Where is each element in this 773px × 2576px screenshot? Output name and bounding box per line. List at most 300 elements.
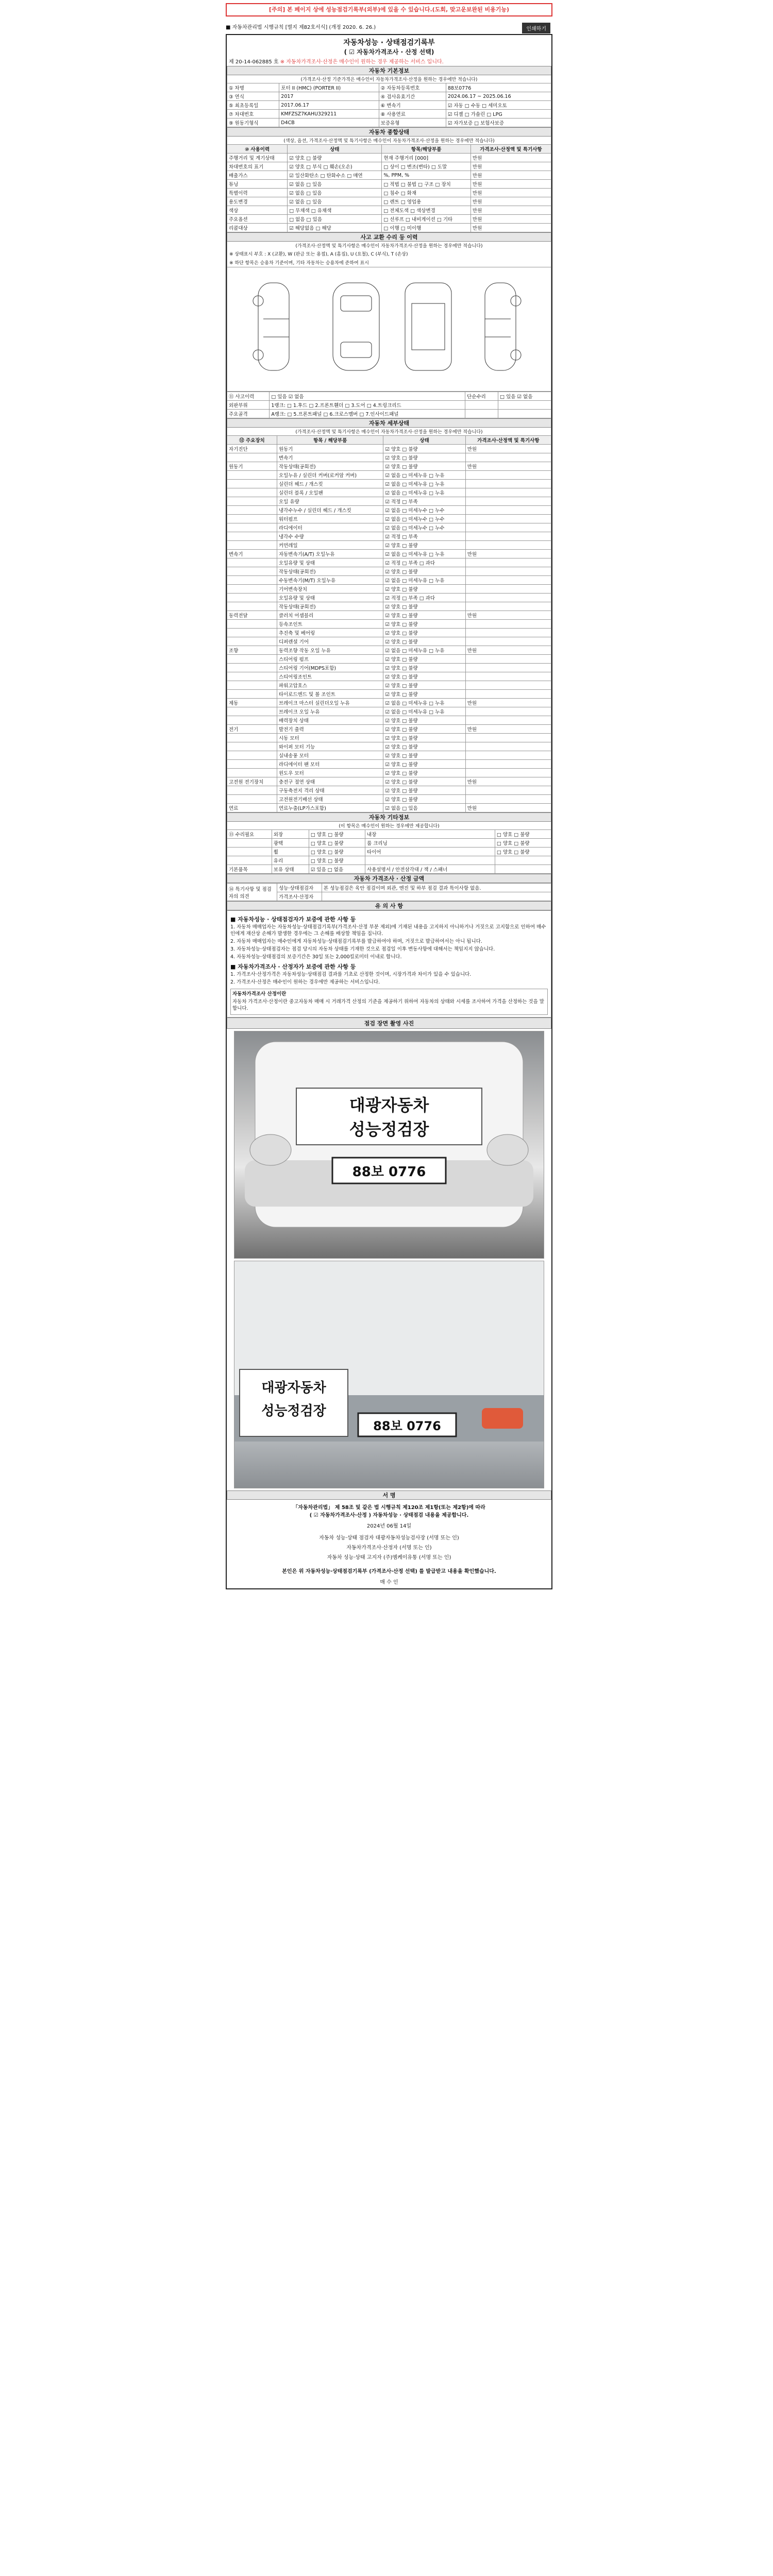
summary-row: [227, 171, 551, 180]
detail-cell: ☑ 없음 □ 있음: [383, 804, 465, 812]
options-cell: 광택: [272, 839, 309, 848]
summary-cell: 만원: [470, 180, 551, 189]
summary-cell: 만원: [470, 171, 551, 180]
detail-cell: [227, 664, 277, 672]
options-cell: □ 양호 □ 불량: [495, 848, 551, 856]
detail-cell: 기어변속장치: [277, 585, 383, 594]
detail-row: [227, 497, 551, 506]
detail-cell: ☑ 양호 □ 불량: [383, 769, 465, 777]
detail-cell: [465, 751, 551, 760]
options-row: [227, 830, 551, 839]
detail-row: [227, 506, 551, 515]
summary-row: [227, 180, 551, 189]
detail-cell: ☑ 양호 □ 불량: [383, 672, 465, 681]
detail-cell: ☑ 양호 □ 불량: [383, 620, 465, 629]
detail-cell: 작동상태(공회전): [277, 462, 383, 471]
detail-cell: [465, 637, 551, 646]
detail-cell: [227, 594, 277, 602]
notes2-item: 2. 가격조사·산정은 매수인이 원하는 경우에만 제공하는 서비스입니다.: [230, 979, 380, 985]
photo1-sign-line2: 성능정검장: [349, 1120, 429, 1139]
detail-cell: ☑ 양호 □ 불량: [383, 742, 465, 751]
detail-row: [227, 480, 551, 488]
accident-table: [227, 392, 551, 418]
accident-cell: A랭크: □ 5.프론트패널 □ 6.크로스멤버 □ 7.인사이드패널: [270, 410, 465, 418]
notice-banner: [226, 3, 552, 16]
law-reference: [226, 23, 550, 33]
accident-legend-2: ※ 하단 항목은 승용차 기준이며, 기타 자동차는 승용차에 준하여 표시: [227, 258, 551, 267]
detail-cell: [465, 672, 551, 681]
options-cell: [227, 839, 272, 848]
accident-cell: 주요골격: [227, 410, 270, 418]
detail-row: [227, 664, 551, 672]
detail-cell: ☑ 없음 □ 미세누유 □ 누유: [383, 471, 465, 480]
detail-cell: [227, 672, 277, 681]
detail-row: [227, 620, 551, 629]
remarks-table: [227, 883, 551, 901]
detail-cell: ☑ 없음 □ 미세누수 □ 누수: [383, 523, 465, 532]
summary-cell: 배출가스: [227, 171, 288, 180]
summary-col-header: 항목/해당부품: [382, 145, 471, 154]
detail-cell: [465, 629, 551, 637]
detail-row: [227, 532, 551, 541]
car-top-front-icon: [325, 278, 387, 376]
remarks-inspector-label: 성능·상태점검자: [277, 884, 322, 892]
detail-cell: 원동기: [227, 462, 277, 471]
options-row: [227, 848, 551, 856]
summary-cell: □ 이행 □ 미이행: [382, 224, 471, 232]
basic-cell: ④ 검사유효기간: [379, 92, 446, 101]
photo2-sign-line1: 대광자동차: [261, 1380, 326, 1396]
photos-header: 점검 장면 촬영 사진: [227, 1018, 551, 1029]
basic-info-note: (가격조사·산정 기준가격은 매수인이 자동차가격조사·산정을 원하는 경우에만 적습니다): [227, 75, 551, 83]
detail-row: [227, 725, 551, 734]
summary-cell: 만원: [470, 162, 551, 171]
detail-cell: ☑ 양호 □ 불량: [383, 655, 465, 664]
detail-cell: [465, 576, 551, 585]
sign-statement: 「자동차관리법」 제 58조 및 같은 법 시행규칙 제120조 제1항(또는 제2항)에 따라: [293, 1505, 485, 1511]
detail-row: [227, 769, 551, 777]
summary-cell: □ 선루프 □ 내비게이션 □ 기타: [382, 215, 471, 224]
basic-row: [227, 101, 551, 110]
options-cell: □ 양호 □ 불량: [309, 839, 365, 848]
detail-cell: 자동변속기(A/T) 오일누유: [277, 550, 383, 558]
basic-info-header: 자동차 기본정보: [227, 66, 551, 75]
sign-row: 자동차 성능·상태 고지자 (주)엠케이유통 (서명 또는 인): [327, 1555, 451, 1561]
options-row: [227, 839, 551, 848]
detail-cell: ☑ 양호 □ 불량: [383, 664, 465, 672]
detail-cell: ☑ 양호 □ 불량: [383, 462, 465, 471]
detail-cell: [465, 515, 551, 523]
detail-cell: [465, 664, 551, 672]
detail-row: [227, 777, 551, 786]
sheet-subtitle: ( ☑ 자동차가격조사 · 산정 선택): [344, 48, 434, 56]
detail-cell: 연료누출(LP가스포함): [277, 804, 383, 812]
detail-cell: ☑ 없음 □ 미세누수 □ 누수: [383, 506, 465, 515]
detail-cell: 만원: [465, 550, 551, 558]
detail-cell: ☑ 없음 □ 미세누유 □ 누유: [383, 576, 465, 585]
accident-row: [227, 392, 551, 401]
basic-row: [227, 110, 551, 118]
basic-cell: ③ 연식: [227, 92, 279, 101]
detail-cell: ☑ 양호 □ 불량: [383, 690, 465, 699]
detail-cell: 오일유량 및 상태: [277, 594, 383, 602]
detail-cell: [227, 734, 277, 742]
basic-row: [227, 83, 551, 92]
detail-cell: 등속조인트: [277, 620, 383, 629]
detail-cell: 작동상태(공회전): [277, 567, 383, 576]
detail-row: [227, 594, 551, 602]
detail-cell: 동력조향 작동 오일 누유: [277, 646, 383, 655]
detail-cell: [227, 707, 277, 716]
sign-block: [227, 1500, 551, 1588]
detail-cell: [227, 558, 277, 567]
notes3-text: 자동차 가격조사·산정이란 중고자동차 매매 시 거래가격 산정의 기준을 제공하기 위하여 자동차의 상태와 시세를 조사하여 가격을 산정하는 것을 말합니다.: [232, 999, 544, 1011]
options-cell: □ 양호 □ 불량: [309, 830, 365, 839]
detail-col-header: 항목 / 해당부품: [277, 436, 383, 445]
summary-cell: 주요옵션: [227, 215, 288, 224]
detail-cell: [227, 751, 277, 760]
options-cell: □ 양호 □ 불량: [309, 848, 365, 856]
options-cell: □ 양호 □ 불량: [495, 830, 551, 839]
detail-cell: 만원: [465, 646, 551, 655]
summary-cell: ☑ 양호 □ 부식 □ 훼손(오손): [288, 162, 382, 171]
options-cell: ☑ 있음 □ 없음: [309, 865, 365, 874]
detail-row: [227, 602, 551, 611]
law-ref-text: ■ 자동차관리법 시행규칙 [별지 제82호서식] (개정 2020. 6. 26.): [226, 25, 376, 30]
detail-cell: [227, 506, 277, 515]
detail-cell: ☑ 없음 □ 미세누유 □ 누유: [383, 699, 465, 707]
detail-cell: [465, 523, 551, 532]
detail-row: [227, 550, 551, 558]
detail-cell: 추진축 및 베어링: [277, 629, 383, 637]
detail-cell: 만원: [465, 462, 551, 471]
accident-cell: [498, 401, 551, 410]
detail-cell: 실린더 헤드 / 개스킷: [277, 480, 383, 488]
detail-row: [227, 734, 551, 742]
accident-legend: ※ 상태표시 부호 : X (교환), W (판금 또는 용접), A (흠집), U (요철), C (부식), T (손상): [227, 249, 551, 258]
detail-row: [227, 681, 551, 690]
detail-cell: 작동상태(공회전): [277, 602, 383, 611]
detail-row: [227, 672, 551, 681]
photo2-sign-line2: 성능정검장: [261, 1403, 326, 1419]
detail-cell: [227, 471, 277, 480]
summary-cell: ☑ 없음 □ 있음: [288, 197, 382, 206]
detail-row: [227, 742, 551, 751]
detail-cell: [465, 734, 551, 742]
detail-cell: ☑ 양호 □ 불량: [383, 777, 465, 786]
detail-row: [227, 804, 551, 812]
detail-cell: 만원: [465, 777, 551, 786]
detail-cell: [227, 690, 277, 699]
accident-cell: 단순수리: [465, 392, 498, 401]
accident-header: 사고 교환 수리 등 이력: [227, 232, 551, 242]
summary-cell: ☑ 없음 □ 있음: [288, 189, 382, 197]
summary-table: [227, 144, 551, 232]
options-cell: 휠: [272, 848, 309, 856]
summary-cell: ☑ 없음 □ 있음: [288, 180, 382, 189]
detail-cell: [227, 497, 277, 506]
detail-cell: [465, 541, 551, 550]
detail-cell: [465, 585, 551, 594]
detail-cell: 라디에이터 팬 모터: [277, 760, 383, 769]
detail-row: [227, 707, 551, 716]
detail-cell: [227, 716, 277, 725]
notes2-title: ■ 자동차가격조사 · 산정자가 보증에 관한 사항 등: [230, 963, 356, 970]
sign-date: 2024년 06월 14일: [366, 1523, 412, 1529]
summary-row: [227, 224, 551, 232]
summary-cell: □ 상이 □ 변조(변타) □ 도말: [382, 162, 471, 171]
detail-cell: [227, 532, 277, 541]
notes3-title: 자동차가격조사 산정이란: [232, 991, 287, 997]
basic-cell: 포터 II (HMC) (PORTER II): [279, 83, 379, 92]
detail-cell: 고전원전기배선 상태: [277, 795, 383, 804]
detail-row: [227, 716, 551, 725]
detail-cell: 자기진단: [227, 445, 277, 453]
detail-cell: [227, 742, 277, 751]
summary-cell: 용도변경: [227, 197, 288, 206]
detail-cell: ☑ 양호 □ 불량: [383, 567, 465, 576]
detail-cell: 냉각수 수량: [277, 532, 383, 541]
detail-cell: ☑ 양호 □ 불량: [383, 585, 465, 594]
accident-cell: □ 있음 ☑ 없음: [270, 392, 465, 401]
detail-cell: [465, 760, 551, 769]
detail-row: [227, 786, 551, 795]
detail-cell: ☑ 적정 □ 부족 □ 과다: [383, 594, 465, 602]
options-cell: □ 양호 □ 불량: [495, 839, 551, 848]
summary-row: [227, 206, 551, 215]
detail-cell: [465, 769, 551, 777]
basic-cell: ⑦ 차대번호: [227, 110, 279, 118]
options-cell: □ 양호 □ 불량: [309, 856, 365, 865]
basic-row: [227, 118, 551, 127]
detail-cell: [227, 480, 277, 488]
detail-cell: ☑ 양호 □ 불량: [383, 786, 465, 795]
basic-cell: ⑥ 변속기: [379, 101, 446, 110]
notes1-item: 4. 자동차성능·상태점검의 보증기간은 30일 또는 2,000킬로미터 이내로 합니다.: [230, 954, 402, 960]
summary-col-header: 가격조사·산정액 및 특기사항: [470, 145, 551, 154]
basic-cell: 2017.06.17: [279, 101, 379, 110]
detail-cell: 오일유량 및 상태: [277, 558, 383, 567]
accident-row: [227, 401, 551, 410]
subtitle-note: ※ 자동차가격조사·산정은 매수인이 원하는 경우 제공하는 서비스 입니다.: [280, 59, 444, 65]
detail-cell: 브레이크 마스터 실린더오일 누유: [277, 699, 383, 707]
summary-cell: 만원: [470, 215, 551, 224]
summary-cell: □ 없음 □ 있음: [288, 215, 382, 224]
detail-cell: [227, 585, 277, 594]
detail-cell: 파워고압호스: [277, 681, 383, 690]
basic-cell: 88보0776: [446, 83, 551, 92]
summary-col-header: 상태: [288, 145, 382, 154]
basic-cell: ① 차명: [227, 83, 279, 92]
notes1-title: ■ 자동차성능 · 상태점검자가 보증에 관한 사항 등: [230, 916, 356, 923]
options-note: (이 항목은 매수인이 원하는 경우에만 제공합니다): [227, 822, 551, 829]
detail-cell: 만원: [465, 445, 551, 453]
remarks-inspector-text: 본 성능점검은 육안 점검이며 외관, 엔진 및 하부 점검 결과 특이사항 없음.: [322, 884, 551, 892]
notes1-item: 1. 자동차 매매업자는 자동차성능·상태점검기록부(가격조사·산정 부분 제외)에 기재된 내용을 고지하지 아니하거나 거짓으로 고지함으로 인하여 매수인에게 재산상 손해가 발생한 경우에는 그 손해를 배상할 책임을 집니다.: [230, 924, 546, 937]
truck-front-image: [234, 1031, 544, 1258]
detail-cell: 오일 유량: [277, 497, 383, 506]
detail-row: [227, 453, 551, 462]
detail-row: [227, 795, 551, 804]
detail-cell: ☑ 없음 □ 미세누유 □ 누유: [383, 646, 465, 655]
accident-cell: 1랭크: □ 1.후드 □ 2.프론트휀더 □ 3.도어 □ 4.트렁크리드: [270, 401, 465, 410]
basic-cell: ⑧ 사용연료: [379, 110, 446, 118]
inspection-photo-front: [234, 1031, 544, 1259]
summary-cell: ☑ 해당없음 □ 해당: [288, 224, 382, 232]
options-cell: 사용설명서 / 안전삼각대 / 잭 / 스패너: [365, 865, 495, 874]
detail-cell: [227, 488, 277, 497]
detail-cell: ☑ 적정 □ 부족 □ 과다: [383, 558, 465, 567]
detail-cell: [227, 629, 277, 637]
summary-row: [227, 215, 551, 224]
detail-cell: ☑ 없음 □ 미세누유 □ 누유: [383, 550, 465, 558]
vehicle-diagram: [227, 267, 551, 392]
detail-cell: 고전원 전기장치: [227, 777, 277, 786]
sheet-title: 자동차성능 · 상태점검기록부: [343, 39, 435, 47]
notes2-item: 1. 가격조사·산정가격은 자동차성능·상태점검 결과를 기초로 산정한 것이며, 시장가격과 차이가 있을 수 있습니다.: [230, 972, 472, 977]
detail-cell: [227, 567, 277, 576]
remarks-label: ⑭ 특기사항 및 점검자의 의견: [227, 884, 277, 901]
detail-col-header: 가격조사·산정액 및 특기사항: [465, 436, 551, 445]
options-cell: [227, 848, 272, 856]
summary-cell: 만원: [470, 224, 551, 232]
detail-cell: 디퍼렌셜 기어: [277, 637, 383, 646]
summary-cell: □ 적법 □ 불법 □ 구조 □ 장치: [382, 180, 471, 189]
accident-cell: ⑪ 사고이력: [227, 392, 270, 401]
detail-row: [227, 541, 551, 550]
summary-cell: 차대번호의 표기: [227, 162, 288, 171]
detail-cell: [465, 594, 551, 602]
detail-cell: [465, 620, 551, 629]
detail-cell: [227, 541, 277, 550]
detail-cell: [227, 795, 277, 804]
detail-cell: ☑ 없음 □ 미세누유 □ 누유: [383, 707, 465, 716]
detail-cell: [465, 786, 551, 795]
detail-cell: ☑ 없음 □ 미세누유 □ 누유: [383, 480, 465, 488]
basic-info-table: [227, 83, 551, 127]
detail-row: [227, 488, 551, 497]
detail-row: [227, 585, 551, 594]
detail-cell: [227, 620, 277, 629]
detail-cell: 워터펌프: [277, 515, 383, 523]
detail-cell: 조향: [227, 646, 277, 655]
detail-cell: ☑ 양호 □ 불량: [383, 629, 465, 637]
options-cell: 룸 크리닝: [365, 839, 495, 848]
options-cell: 보유 상태: [272, 865, 309, 874]
detail-cell: 실내송풍 모터: [277, 751, 383, 760]
detail-cell: [227, 769, 277, 777]
options-cell: 기본품목: [227, 865, 272, 874]
summary-col-header: ⑩ 사용이력: [227, 145, 288, 154]
detail-cell: ☑ 양호 □ 불량: [383, 445, 465, 453]
detail-cell: 만원: [465, 725, 551, 734]
detail-cell: 커먼레일: [277, 541, 383, 550]
detail-row: [227, 751, 551, 760]
car-left-side-icon: [243, 278, 305, 376]
detail-cell: ☑ 없음 □ 미세누유 □ 누유: [383, 488, 465, 497]
summary-row: [227, 189, 551, 197]
print-button[interactable]: 인쇄하기: [522, 23, 550, 33]
options-table: [227, 829, 551, 874]
basic-cell: ⑨ 원동기형식: [227, 118, 279, 127]
accident-cell: [465, 410, 498, 418]
detail-cell: 클러치 어셈블리: [277, 611, 383, 620]
basic-cell: 보증유형: [379, 118, 446, 127]
detail-cell: [465, 471, 551, 480]
detail-table: [227, 435, 551, 812]
basic-cell: ☑ 자동 □ 수동 □ 세미오토: [446, 101, 551, 110]
photo2-plate: 88보 0776: [373, 1419, 441, 1433]
detail-cell: ☑ 적정 □ 부족: [383, 497, 465, 506]
basic-cell: 2017: [279, 92, 379, 101]
detail-cell: 배력장치 상태: [277, 716, 383, 725]
notes1-item: 2. 자동차 매매업자는 매수인에게 자동차성능·상태점검기록부를 발급하여야 하며, 거짓으로 발급하여서는 아니 됩니다.: [230, 939, 482, 944]
accident-row: [227, 410, 551, 418]
detail-cell: ☑ 양호 □ 불량: [383, 716, 465, 725]
detail-row: [227, 611, 551, 620]
detail-cell: [465, 488, 551, 497]
notes1-item: 3. 자동차성능·상태점검자는 점검 당시의 자동차 상태를 기재한 것으로 점검일 이후 변동사항에 대해서는 책임지지 않습니다.: [230, 946, 495, 952]
detail-cell: [465, 707, 551, 716]
options-cell: ⑬ 수리필요: [227, 830, 272, 839]
detail-header: 자동차 세부상태: [227, 418, 551, 428]
options-cell: [495, 856, 551, 865]
detail-cell: 스티어링조인트: [277, 672, 383, 681]
detail-cell: 스티어링 펌프: [277, 655, 383, 664]
remarks-appraiser-text: [322, 892, 551, 901]
detail-row: [227, 629, 551, 637]
summary-cell: 만원: [470, 206, 551, 215]
detail-row: [227, 646, 551, 655]
sign-header: 서 명: [227, 1490, 551, 1500]
detail-row: [227, 655, 551, 664]
sign-row: 자동차가격조사·산정자 (서명 또는 인): [346, 1545, 432, 1551]
accident-cell: 외판부위: [227, 401, 270, 410]
detail-cell: ☑ 양호 □ 불량: [383, 602, 465, 611]
accident-cell: □ 있음 ☑ 없음: [498, 392, 551, 401]
detail-cell: 냉각수누수 / 실린더 헤드 / 개스킷: [277, 506, 383, 515]
detail-cell: [465, 453, 551, 462]
options-cell: 타이어: [365, 848, 495, 856]
detail-cell: [465, 742, 551, 751]
basic-cell: 2024.06.17 ~ 2025.06.16: [446, 92, 551, 101]
sign-row: 자동차 성능·상태 점검자 대광자동차성능검사장 (서명 또는 인): [319, 1535, 459, 1541]
detail-cell: [465, 480, 551, 488]
summary-cell: %, PPM, %: [382, 171, 471, 180]
summary-cell: 특별이력: [227, 189, 288, 197]
summary-cell: □ 렌트 □ 영업용: [382, 197, 471, 206]
detail-cell: 만원: [465, 804, 551, 812]
detail-row: [227, 445, 551, 453]
detail-col-header: 상태: [383, 436, 465, 445]
detail-row: [227, 637, 551, 646]
accident-note: (가격조사·산정액 및 특기사항은 매수인이 자동차가격조사·산정을 원하는 경우에만 적습니다): [227, 242, 551, 249]
basic-cell: ② 자동차등록번호: [379, 83, 446, 92]
sign-receipt: 본인은 위 자동차성능·상태점검기록부 (가격조사·산정 선택) 를 발급받고 내용을 확인했습니다.: [282, 1569, 496, 1574]
options-row: [227, 865, 551, 874]
detail-cell: 구동축전지 격리 상태: [277, 786, 383, 795]
detail-cell: ☑ 양호 □ 불량: [383, 681, 465, 690]
summary-cell: 만원: [470, 189, 551, 197]
summary-cell: ☑ 일산화탄소 □ 탄화수소 □ 매연: [288, 171, 382, 180]
detail-cell: 시동 모터: [277, 734, 383, 742]
summary-cell: □ 침수 □ 화재: [382, 189, 471, 197]
detail-cell: [465, 795, 551, 804]
detail-cell: 라디에이터: [277, 523, 383, 532]
doc-number: 제 20-14-062885 호: [229, 59, 279, 65]
summary-cell: ☑ 양호 □ 불량: [288, 154, 382, 162]
options-cell: [365, 856, 495, 865]
